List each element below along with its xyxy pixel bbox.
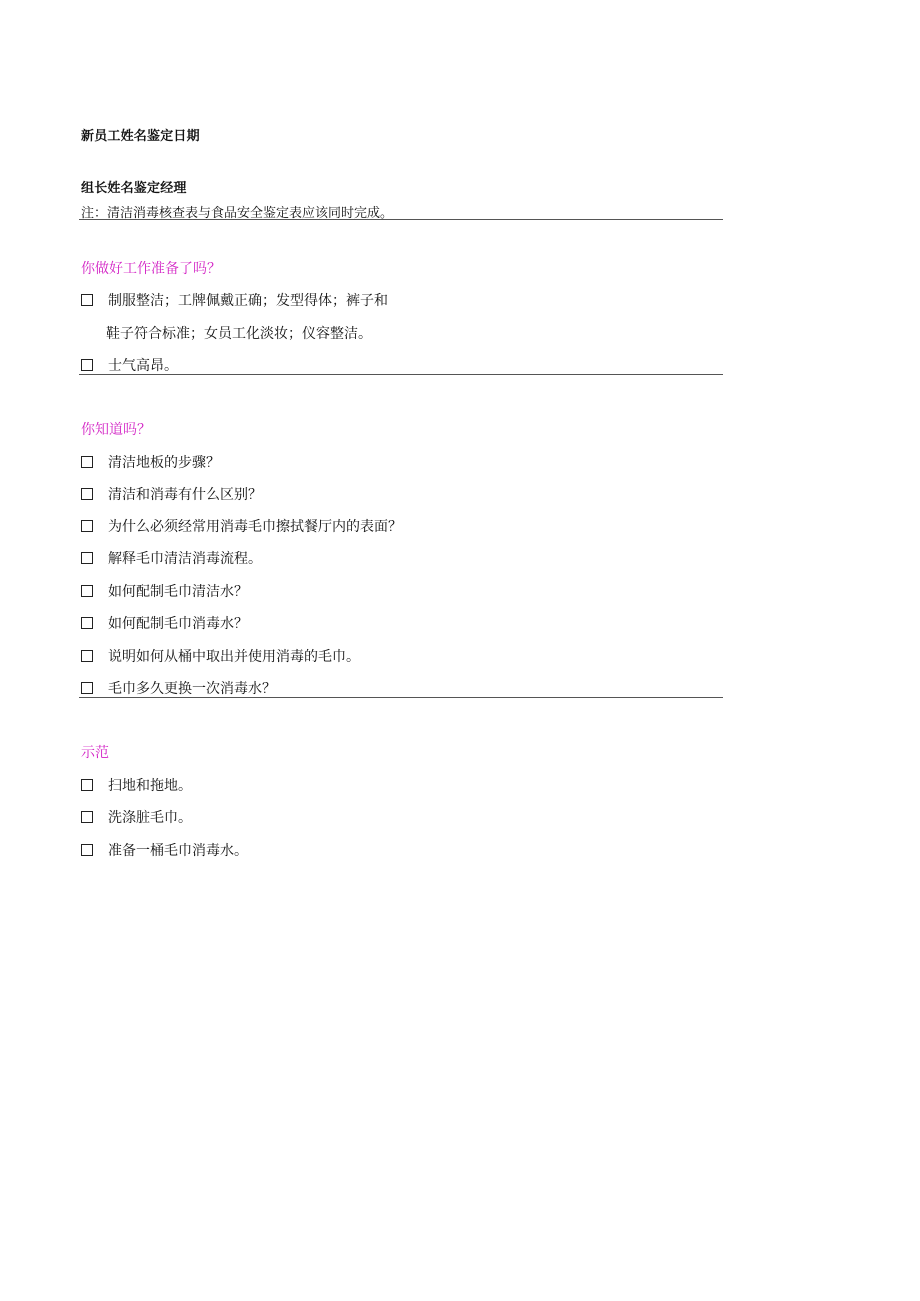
checklist-item [81,516,402,536]
checklist-item [81,840,248,860]
checkbox[interactable] [81,585,93,597]
checklist-item [81,581,248,601]
checkbox[interactable] [81,456,93,468]
item-label: 扫地和拖地。 [108,778,192,794]
divider [79,697,723,698]
item-label: 洗涤脏毛巾。 [108,810,192,826]
checklist-item [81,646,360,666]
checklist-item [81,355,178,375]
checklist-item [81,452,220,472]
item-label: 制服整洁；工牌佩戴正确；发型得体；裤子和 [108,293,388,309]
checkbox[interactable] [81,844,93,856]
item-label: 为什么必须经常用消毒毛巾擦拭餐厅内的表面？ [108,519,402,535]
checkbox[interactable] [81,359,93,371]
item-label: 士气高昂。 [108,358,178,374]
divider [79,219,723,220]
team-leader-name-manager-line: 组长姓名鉴定经理 [81,181,187,196]
section-title-preparation: 你做好工作准备了吗？ [81,261,221,277]
checklist-item [81,807,192,827]
item-label: 准备一桶毛巾消毒水。 [108,843,248,859]
checklist-item [81,548,262,568]
checkbox[interactable] [81,552,93,564]
checkbox[interactable] [81,520,93,532]
completion-note: 注：清洁消毒核查表与食品安全鉴定表应该同时完成。 [81,206,394,221]
checkbox[interactable] [81,294,93,306]
new-employee-name-date-line: 新员工姓名鉴定日期 [81,129,200,144]
checklist-item [81,678,276,698]
divider [79,374,723,375]
checkbox[interactable] [81,779,93,791]
checkbox[interactable] [81,682,93,694]
checkbox[interactable] [81,488,93,500]
item-label: 清洁地板的步骤？ [108,455,220,471]
item-continuation: 鞋子符合标准；女员工化淡妆；仪容整洁。 [106,326,372,342]
item-label: 清洁和消毒有什么区别？ [108,487,262,503]
checklist-item [81,290,388,310]
checklist-item [81,613,248,633]
item-label: 如何配制毛巾消毒水？ [108,616,248,632]
checklist-item [81,484,262,504]
checkbox[interactable] [81,650,93,662]
item-label: 解释毛巾清洁消毒流程。 [108,551,262,567]
item-label: 如何配制毛巾清洁水？ [108,584,248,600]
checklist-item [81,775,192,795]
item-label: 毛巾多久更换一次消毒水？ [108,681,276,697]
checkbox[interactable] [81,811,93,823]
item-label: 说明如何从桶中取出并使用消毒的毛巾。 [108,649,360,665]
section-title-demonstration: 示范 [81,745,109,761]
checkbox[interactable] [81,617,93,629]
section-title-knowledge: 你知道吗？ [81,422,151,438]
